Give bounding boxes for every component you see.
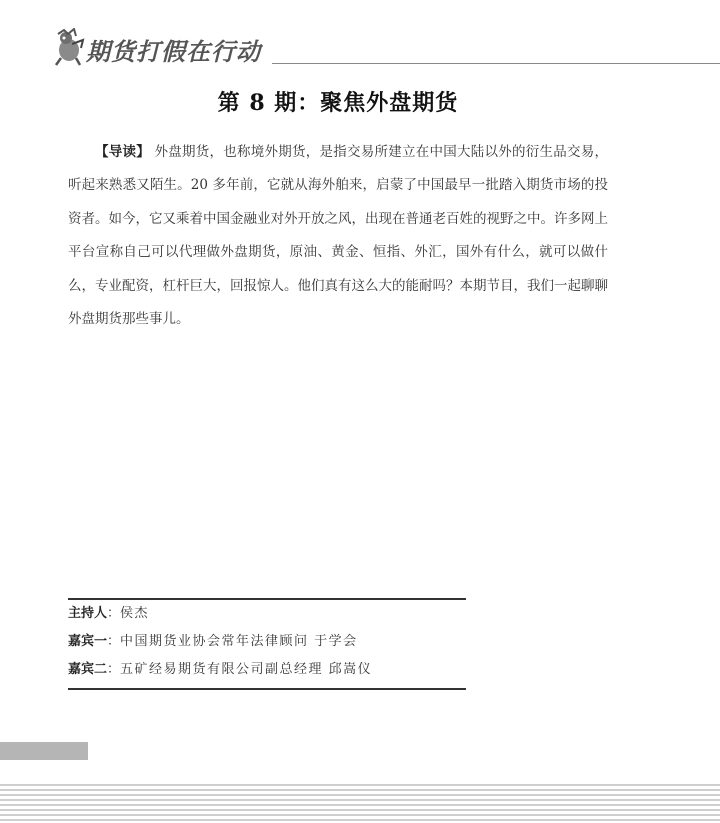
guest-value: 五矿经易期货有限公司副总经理 邱嵩仪 xyxy=(120,662,373,677)
guest-separator: ： xyxy=(107,634,121,649)
header-rule xyxy=(272,63,720,64)
article-intro xyxy=(68,136,608,336)
intro-text: 外盘期货，也称境外期货，是指交易所建立在中国大陆以外的衍生品交易，听起来熟悉又陌生。20 多年前，它就从海外舶来，启蒙了中国最早一批踏入期货市场的投资者。如今，它又乘着中国金融业对外开放之风，出现在普通老百姓的视野之中。许多网上平台宣称自己可以代理做外盘期货，原油、黄金、恒指、外汇，国外有什么，就可以做什么，专业配资，杠杆巨大，回报惊人。他们真有这么大的能耐吗？本期节目，我们一起聊聊外盘期货那些事儿。 xyxy=(68,144,609,328)
footer-stripes xyxy=(0,784,720,823)
page-corner-tab xyxy=(0,742,88,760)
series-title: 期货打假在行动 xyxy=(86,38,261,66)
guest-row-guest-1 xyxy=(68,628,466,656)
guest-label: 嘉宾二 xyxy=(68,662,108,677)
intro-tag: 【导读】 xyxy=(95,144,150,160)
guest-row-guest-2 xyxy=(68,656,466,684)
guest-value: 中国期货业协会常年法律顾问 于学会 xyxy=(120,634,358,649)
guest-row-host xyxy=(68,600,466,628)
guest-label: 主持人 xyxy=(68,606,108,621)
guest-list xyxy=(68,598,466,690)
guest-separator: ： xyxy=(107,606,121,621)
article-title: 第 8 期：聚焦外盘期货 xyxy=(217,90,459,116)
guest-label: 嘉宾一 xyxy=(68,634,108,649)
guest-list-bottom-rule xyxy=(68,688,466,690)
mascot-logo-icon xyxy=(52,28,86,66)
guest-value: 侯杰 xyxy=(120,606,150,621)
page-header xyxy=(52,26,720,70)
guest-separator: ： xyxy=(107,662,121,677)
